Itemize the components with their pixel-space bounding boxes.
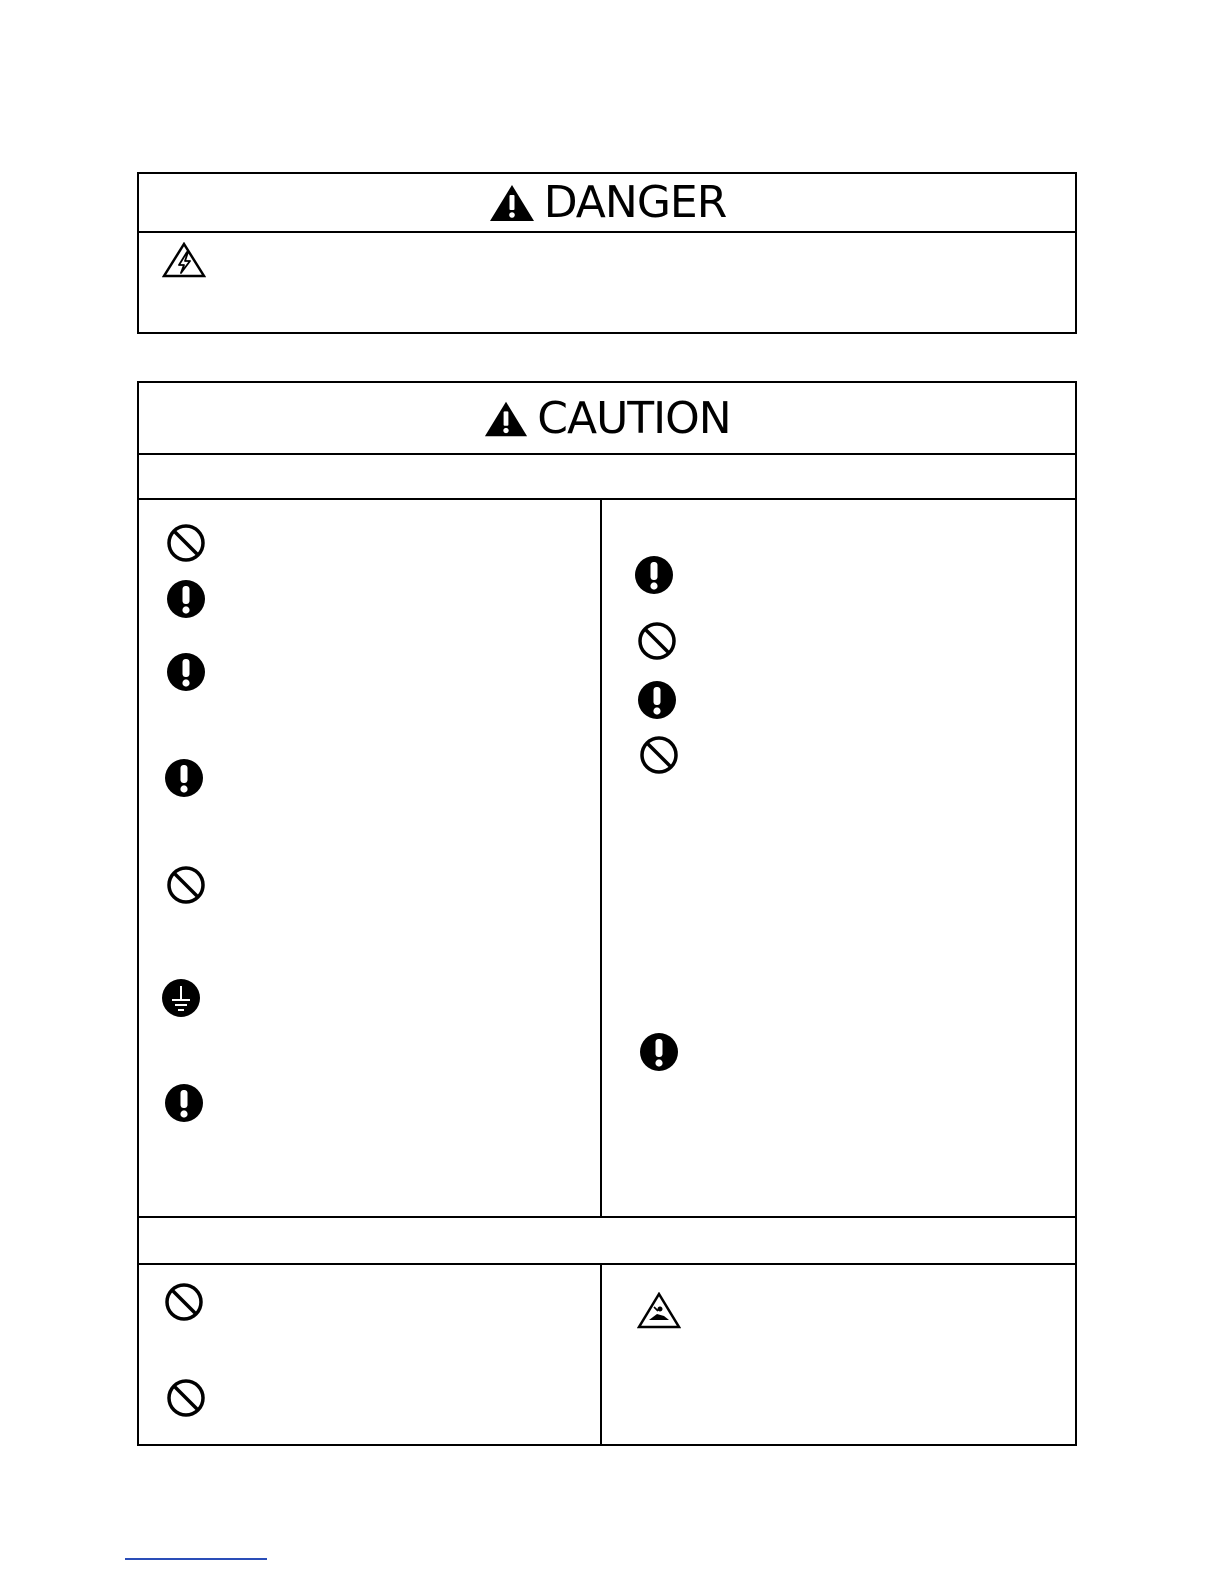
caution-divider-1 <box>137 453 1077 455</box>
caution-divider-2 <box>137 498 1077 500</box>
electric-shock-warning-icon <box>162 242 206 278</box>
prohibition-icon <box>166 523 206 563</box>
prohibition-icon <box>164 1282 204 1322</box>
danger-title: DANGER <box>543 177 727 228</box>
hand-pinch-warning-icon <box>637 1292 681 1330</box>
mandatory-icon <box>637 680 677 720</box>
mandatory-icon <box>166 652 206 692</box>
mandatory-icon <box>639 1032 679 1072</box>
footer-rule <box>125 1558 267 1560</box>
caution-divider-4 <box>137 1263 1077 1265</box>
caution-box <box>137 381 1077 1446</box>
ground-icon <box>161 978 201 1018</box>
mandatory-icon <box>164 1083 204 1123</box>
caution-title: CAUTION <box>537 393 731 444</box>
prohibition-icon <box>639 735 679 775</box>
caution-column-divider-bottom <box>600 1263 602 1445</box>
danger-divider <box>137 231 1077 233</box>
caution-column-divider-top <box>600 498 602 1217</box>
prohibition-icon <box>637 621 677 661</box>
mandatory-icon <box>634 555 674 595</box>
warning-triangle-icon <box>488 183 536 223</box>
prohibition-icon <box>166 1378 206 1418</box>
caution-header <box>137 388 1077 450</box>
mandatory-icon <box>164 758 204 798</box>
danger-header <box>137 176 1077 230</box>
caution-divider-3 <box>137 1216 1077 1218</box>
warning-triangle-icon <box>483 399 529 439</box>
prohibition-icon <box>166 865 206 905</box>
mandatory-icon <box>166 579 206 619</box>
